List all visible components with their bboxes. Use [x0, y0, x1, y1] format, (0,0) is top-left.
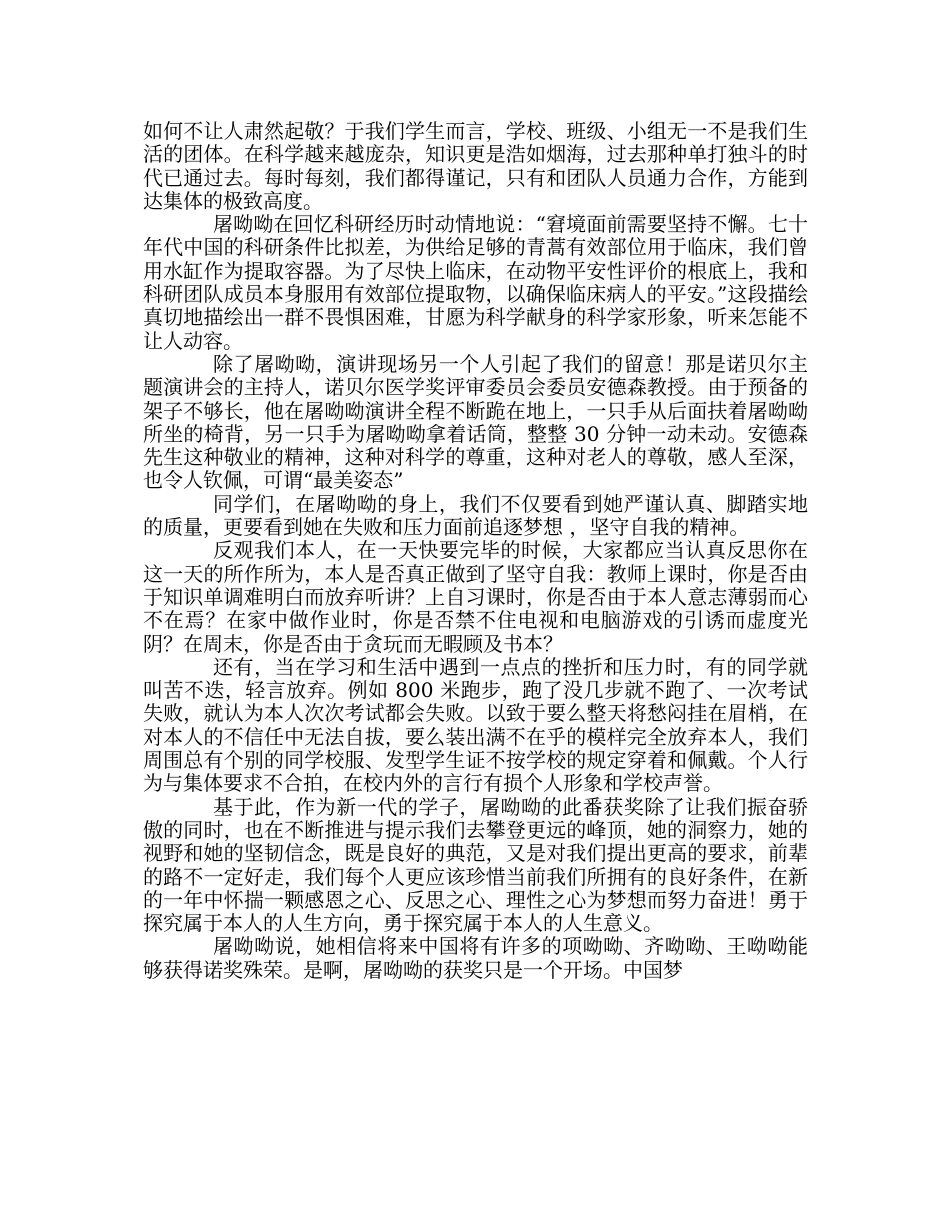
paragraph-1: 如何不让人肃然起敬？于我们学生而言，学校、班级、小组无一不是我们生活的团体。在科学越来越庞杂，知识更是浩如烟海，过去那种单打独斗的时代已通过去。每时每刻，我们都得谨记，只有和团队人员通力合作，方能到达集体的极致高度。 — [143, 119, 808, 213]
paragraph-7: 基于此，作为新一代的学子，屠呦呦的此番获奖除了让我们振奋骄傲的同时，也在不断推进与提示我们去攀登更远的峰顶，她的洞察力，她的视野和她的坚韧信念，既是良好的典范，又是对我们提出更高的要求，前辈的路不一定好走，我们每个人更应该珍惜当前我们所拥有的良好条件，在新的一年中怀揣一颗感恩之心、反思之心、理性之心为梦想而努力奋进！勇于探究属于本人的人生方向，勇于探究属于本人的人生意义。 — [143, 794, 808, 936]
paragraph-8: 屠呦呦说，她相信将来中国将有许多的项呦呦、齐呦呦、王呦呦能够获得诺奖殊荣。是啊，屠呦呦的获奖只是一个开场。中国梦 — [143, 934, 808, 982]
paragraph-5: 反观我们本人，在一天快要完毕的时候，大家都应当认真反思你在这一天的所作所为，本人是否真正做到了坚守自我：教师上课时，你是否由于知识单调难明白而放弃听讲？上自习课时，你是否由于本人意志薄弱而心不在焉？在家中做作业时，你是否禁不住电视和电脑游戏的引诱而虚度光阴？在周末，你是否由于贪玩而无暇顾及书本？ — [143, 538, 808, 656]
paragraph-2: 屠呦呦在回忆科研经历时动情地说：“窘境面前需要坚持不懈。七十年代中国的科研条件比拟差，为供给足够的青蒿有效部位用于临床，我们曾用水缸作为提取容器。为了尽快上临床，在动物平安性评价的根底上，我和科研团队成员本身服用有效部位提取物，以确保临床病人的平安。”这段描绘真切地描绘出一群不畏惧困难，甘愿为科学献身的科学家形象，听来怎能不让人动容。 — [143, 212, 808, 353]
paragraph-6: 还有，当在学习和生活中遇到一点点的挫折和压力时，有的同学就叫苦不迭，轻言放弃。例如 800 米跑步，跑了没几步就不跑了、一次考试失败，就认为本人次次考试都会失败。以致于要么整天将愁闷挂在眉梢，在对本人的不信任中无法自拔，要么装出满不在乎的模样完全放弃本人，我们周围总有个别的同学校服、发型学生证不按学校的规定穿着和佩戴。个人行为与集体要求不合拍，在校内外的言行有损个人形象和学校声誉。 — [143, 654, 808, 796]
document-body — [143, 120, 808, 982]
paragraph-4: 同学们，在屠呦呦的身上，我们不仅要看到她严谨认真、脚踏实地的质量，更要看到她在失败和压力面前追逐梦想 ，坚守自我的精神。 — [143, 491, 808, 540]
paragraph-3: 除了屠呦呦，演讲现场另一个人引起了我们的留意！那是诺贝尔主题演讲会的主持人，诺贝尔医学奖评审委员会委员安德森教授。由于预备的架子不够长，他在屠呦呦演讲全程不断跪在地上，一只手从后面扶着屠呦呦所坐的椅背，另一只手为屠呦呦拿着话筒，整整 30 分钟一动未动。安德森先生这种敬业的精神，这种对科学的尊重，这种对老人的尊敬，感人至深，也令人钦佩，可谓“最美姿态” — [143, 351, 808, 493]
